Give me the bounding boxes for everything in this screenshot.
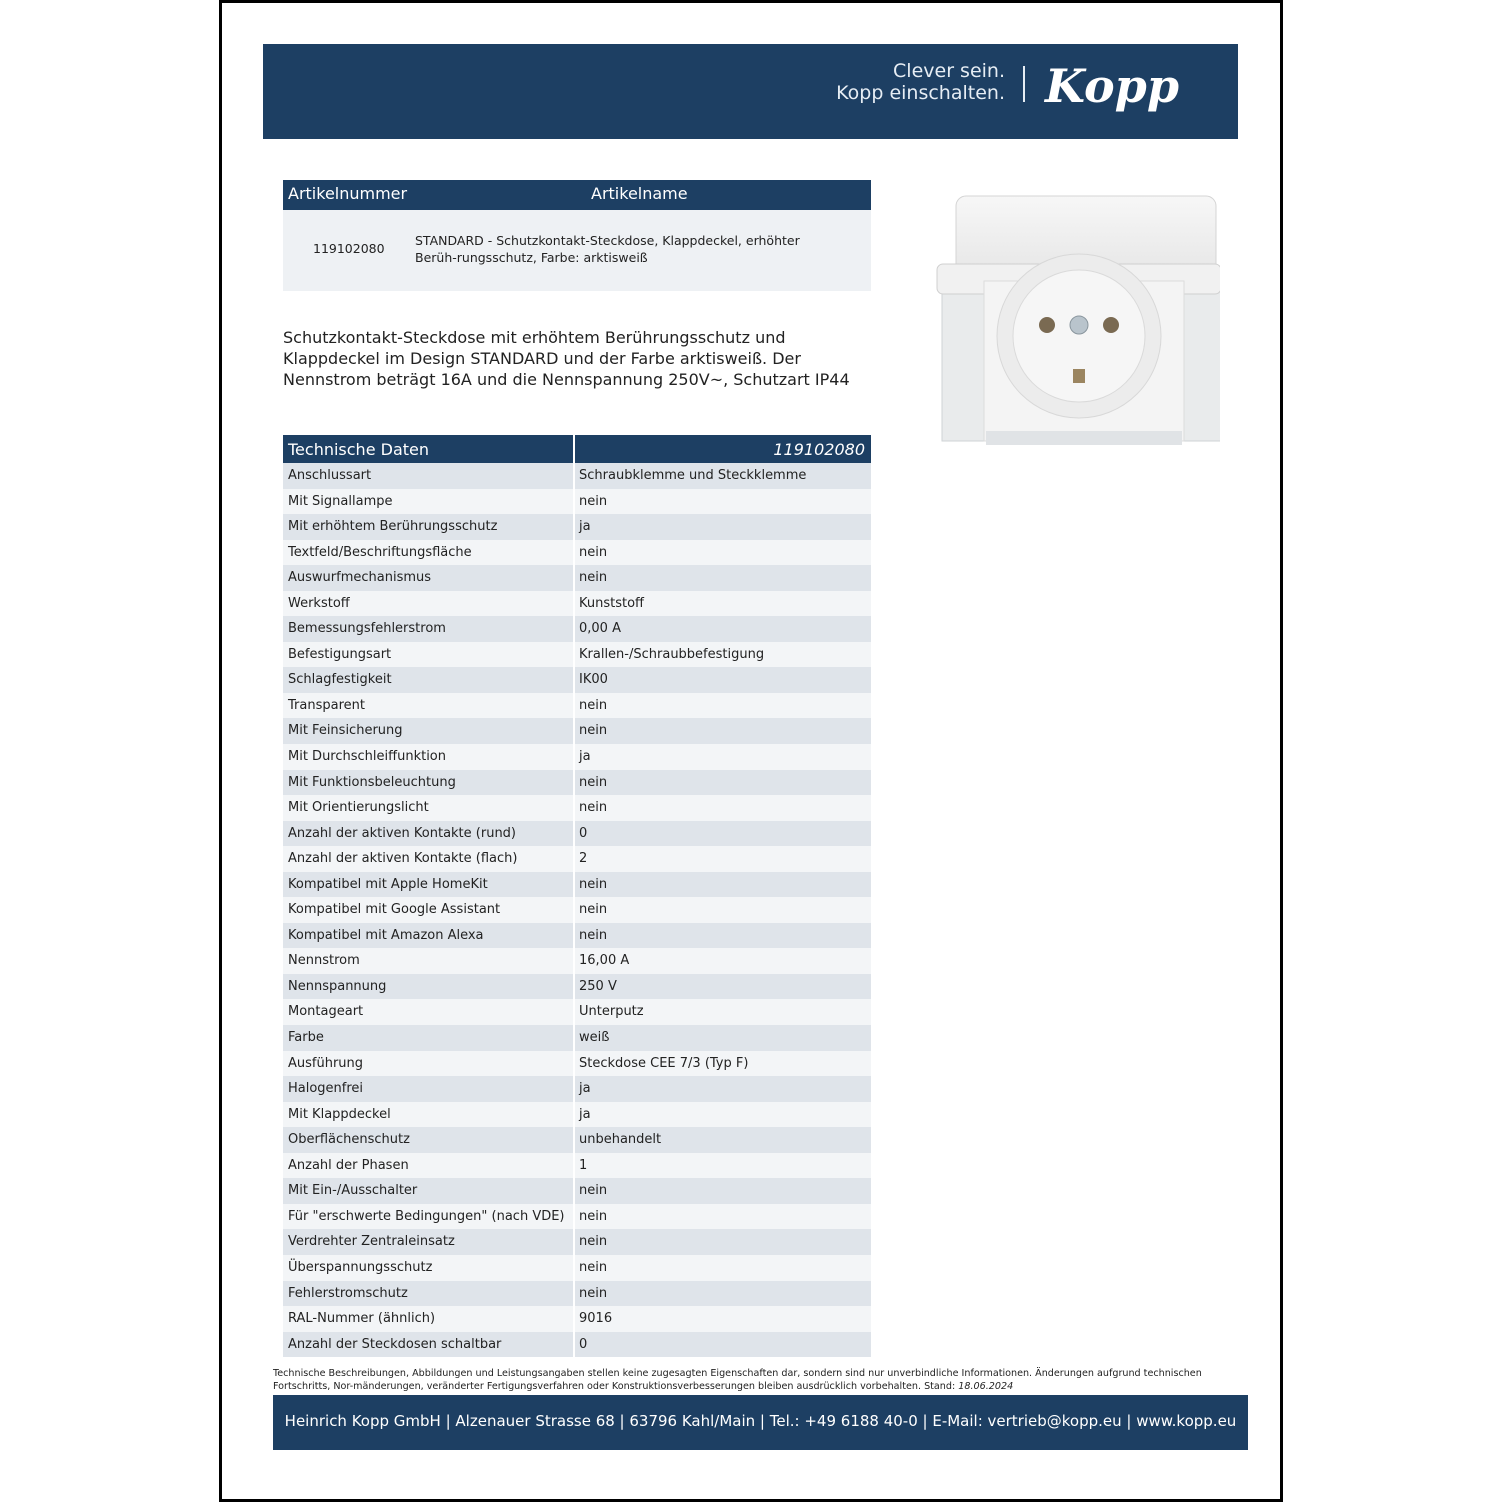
table-row [283, 1178, 871, 1204]
row-value: Schraubklemme und Steckklemme [579, 468, 807, 483]
col-article-number: Artikelnummer [288, 184, 408, 203]
column-divider [573, 1153, 575, 1179]
col-article-name: Artikelname [591, 184, 688, 203]
row-label: Verdrehter Zentraleinsatz [288, 1234, 455, 1250]
row-label: Mit Orientierungslicht [288, 800, 429, 816]
row-value: 250 V [579, 978, 617, 994]
column-divider [573, 463, 575, 489]
row-label: Mit Ein-/Ausschalter [288, 1183, 418, 1199]
row-label: Mit Signallampe [288, 493, 393, 509]
table-row [283, 642, 871, 668]
row-label: Farbe [288, 1030, 324, 1046]
table-row [283, 974, 871, 1000]
column-divider [573, 974, 575, 1000]
column-divider [573, 1076, 575, 1102]
row-label: Halogenfrei [288, 1081, 364, 1097]
row-label: Schlagfestigkeit [288, 672, 392, 688]
disclaimer-date: 18.06.2024 [958, 1380, 1014, 1392]
table-row [283, 948, 871, 974]
table-row [283, 795, 871, 821]
row-label: RAL-Nummer (ähnlich) [288, 1311, 436, 1327]
table-row [283, 1281, 871, 1307]
header-banner [263, 44, 1238, 139]
footer-bar [273, 1395, 1248, 1450]
technical-data-table [283, 435, 871, 1357]
row-label: Anzahl der aktiven Kontakte (flach) [288, 851, 518, 867]
product-description: Schutzkontakt-Steckdose mit erhöhtem Berührungsschutz und Klappdeckel im Design STANDARD und der Farbe arktisweiß. Der Nennstrom beträgt 16A und die Nennspannung 250V~, Schutzart IP44 [283, 328, 850, 389]
row-label: Mit Durchschleiffunktion [288, 749, 446, 765]
logo-text: Kopp [1045, 59, 1179, 113]
table-row [283, 667, 871, 693]
row-label: Kompatibel mit Google Assistant [288, 902, 501, 918]
row-label: Oberflächenschutz [288, 1132, 410, 1148]
row-label: Textfeld/Beschriftungsfläche [288, 544, 472, 560]
table-row [283, 999, 871, 1025]
row-value: nein [579, 902, 608, 918]
disclaimer [273, 1368, 1248, 1393]
column-divider [573, 642, 575, 668]
column-divider [573, 948, 575, 974]
row-label: Überspannungsschutz [288, 1259, 433, 1275]
slogan [836, 60, 1005, 104]
technical-data-header [283, 435, 871, 463]
row-value: nein [579, 1285, 608, 1301]
row-value: nein [579, 544, 608, 560]
column-divider [573, 1204, 575, 1230]
column-divider [573, 616, 575, 642]
technical-data-title: Technische Daten [288, 440, 430, 459]
table-row [283, 1332, 871, 1358]
table-row [283, 463, 871, 489]
table-row [283, 591, 871, 617]
row-value: weiß [579, 1030, 610, 1046]
row-label: Anschlussart [288, 468, 372, 483]
row-label: Nennstrom [288, 953, 360, 969]
row-value: nein [579, 774, 608, 790]
table-row [283, 1229, 871, 1255]
table-row [283, 1025, 871, 1051]
row-value: unbehandelt [579, 1132, 662, 1148]
column-divider [573, 1332, 575, 1358]
row-value: 0 [579, 1336, 588, 1352]
column-divider [573, 489, 575, 515]
table-row [283, 872, 871, 898]
column-divider [573, 1102, 575, 1128]
table-row [283, 1255, 871, 1281]
table-row [283, 923, 871, 949]
table-row [283, 897, 871, 923]
row-label: Anzahl der aktiven Kontakte (rund) [288, 825, 517, 841]
technical-data-article-number: 119102080 [773, 440, 865, 459]
article-table [283, 180, 871, 291]
product-image [934, 186, 1220, 456]
row-value: 16,00 A [579, 953, 630, 969]
row-label: Montageart [288, 1004, 364, 1020]
row-label: Transparent [288, 697, 365, 713]
table-row [283, 846, 871, 872]
row-value: nein [579, 1234, 608, 1250]
column-divider [573, 514, 575, 540]
row-label: Ausführung [288, 1055, 364, 1071]
column-divider [573, 693, 575, 719]
table-row [283, 616, 871, 642]
row-label: Befestigungsart [288, 646, 392, 662]
row-value: 9016 [579, 1311, 613, 1327]
table-row [283, 1204, 871, 1230]
table-row [283, 1153, 871, 1179]
table-row [283, 744, 871, 770]
table-row [283, 718, 871, 744]
column-divider [573, 667, 575, 693]
kopp-logo [1043, 58, 1223, 122]
slogan-line-1: Clever sein. [893, 60, 1005, 82]
header-divider [1023, 66, 1025, 102]
row-label: Anzahl der Phasen [288, 1157, 409, 1173]
row-label: Nennspannung [288, 978, 387, 994]
table-row [283, 693, 871, 719]
row-label: Für "erschwerte Bedingungen" (nach VDE) [288, 1208, 565, 1224]
table-row [283, 514, 871, 540]
row-label: Mit erhöhtem Berührungsschutz [288, 519, 498, 535]
column-divider [573, 1306, 575, 1332]
slogan-line-2: Kopp einschalten. [836, 82, 1005, 104]
row-label: Anzahl der Steckdosen schaltbar [288, 1336, 502, 1352]
row-value: nein [579, 927, 608, 943]
row-label: Bemessungsfehlerstrom [288, 621, 446, 637]
row-value: Steckdose CEE 7/3 (Typ F) [579, 1055, 749, 1071]
row-label: Auswurfmechanismus [288, 570, 432, 586]
table-row [283, 821, 871, 847]
row-label: Mit Klappdeckel [288, 1106, 391, 1122]
row-label: Mit Feinsicherung [288, 723, 403, 739]
column-divider [573, 591, 575, 617]
row-label: Mit Funktionsbeleuchtung [288, 774, 456, 790]
row-value: Krallen-/Schraubbefestigung [579, 646, 765, 662]
footer-contact: Heinrich Kopp GmbH | Alzenauer Strasse 68 | 63796 Kahl/Main | Tel.: +49 6188 40-0 | E-Mail: vertrieb@kopp.eu | www.kopp.eu [284, 1412, 1237, 1430]
row-value: nein [579, 1208, 608, 1224]
row-value: nein [579, 1183, 608, 1199]
column-divider [573, 770, 575, 796]
row-label: Werkstoff [288, 595, 350, 611]
header-column-divider [573, 435, 575, 463]
article-row [283, 210, 871, 291]
column-divider [573, 1255, 575, 1281]
column-divider [573, 821, 575, 847]
table-row [283, 1076, 871, 1102]
column-divider [573, 795, 575, 821]
table-row [283, 770, 871, 796]
table-row [283, 1051, 871, 1077]
row-label: Kompatibel mit Amazon Alexa [288, 927, 484, 943]
row-value: nein [579, 876, 608, 892]
column-divider [573, 923, 575, 949]
row-value: ja [579, 749, 591, 765]
article-number: 119102080 [313, 241, 385, 256]
table-row [283, 540, 871, 566]
column-divider [573, 999, 575, 1025]
row-value: 0,00 A [579, 621, 621, 637]
row-label: Kompatibel mit Apple HomeKit [288, 876, 488, 892]
table-row [283, 565, 871, 591]
row-value: ja [579, 1106, 591, 1122]
row-value: 1 [579, 1157, 588, 1173]
column-divider [573, 1229, 575, 1255]
technical-data-rows [283, 463, 871, 1357]
column-divider [573, 1178, 575, 1204]
row-value: IK00 [579, 672, 608, 688]
row-value: nein [579, 1259, 608, 1275]
column-divider [573, 1051, 575, 1077]
column-divider [573, 1127, 575, 1153]
article-table-header [283, 180, 871, 210]
row-value: ja [579, 1081, 591, 1097]
column-divider [573, 897, 575, 923]
row-value: ja [579, 519, 591, 535]
column-divider [573, 846, 575, 872]
row-value: nein [579, 723, 608, 739]
row-value: 2 [579, 851, 588, 867]
table-row [283, 489, 871, 515]
row-value: nein [579, 800, 608, 816]
column-divider [573, 565, 575, 591]
row-value: Kunststoff [579, 595, 645, 611]
table-row [283, 1102, 871, 1128]
column-divider [573, 1025, 575, 1051]
column-divider [573, 744, 575, 770]
row-value: nein [579, 570, 608, 586]
column-divider [573, 1281, 575, 1307]
column-divider [573, 872, 575, 898]
column-divider [573, 718, 575, 744]
row-label: Fehlerstromschutz [288, 1285, 408, 1301]
table-row [283, 1306, 871, 1332]
table-row [283, 1127, 871, 1153]
row-value: 0 [579, 825, 588, 841]
row-value: Unterputz [579, 1004, 644, 1020]
disclaimer-text: Technische Beschreibungen, Abbildungen und Leistungsangaben stellen keine zugesagten Eigenschaften dar, sondern sind nur unverbindliche Informationen. Änderungen aufgrund technischen Fortschritts, Nor-mänderungen, veränderter Fertigungsverfahren oder Konstruktionsverbesserungen bleiben ausdrücklich vorbehalten. Stand: [273, 1368, 1202, 1392]
row-value: nein [579, 697, 608, 713]
row-value: nein [579, 493, 608, 509]
column-divider [573, 540, 575, 566]
article-name: STANDARD - Schutzkontakt-Steckdose, Klappdeckel, erhöhter Berüh-rungsschutz, Farbe: arktisweiß [415, 233, 800, 265]
